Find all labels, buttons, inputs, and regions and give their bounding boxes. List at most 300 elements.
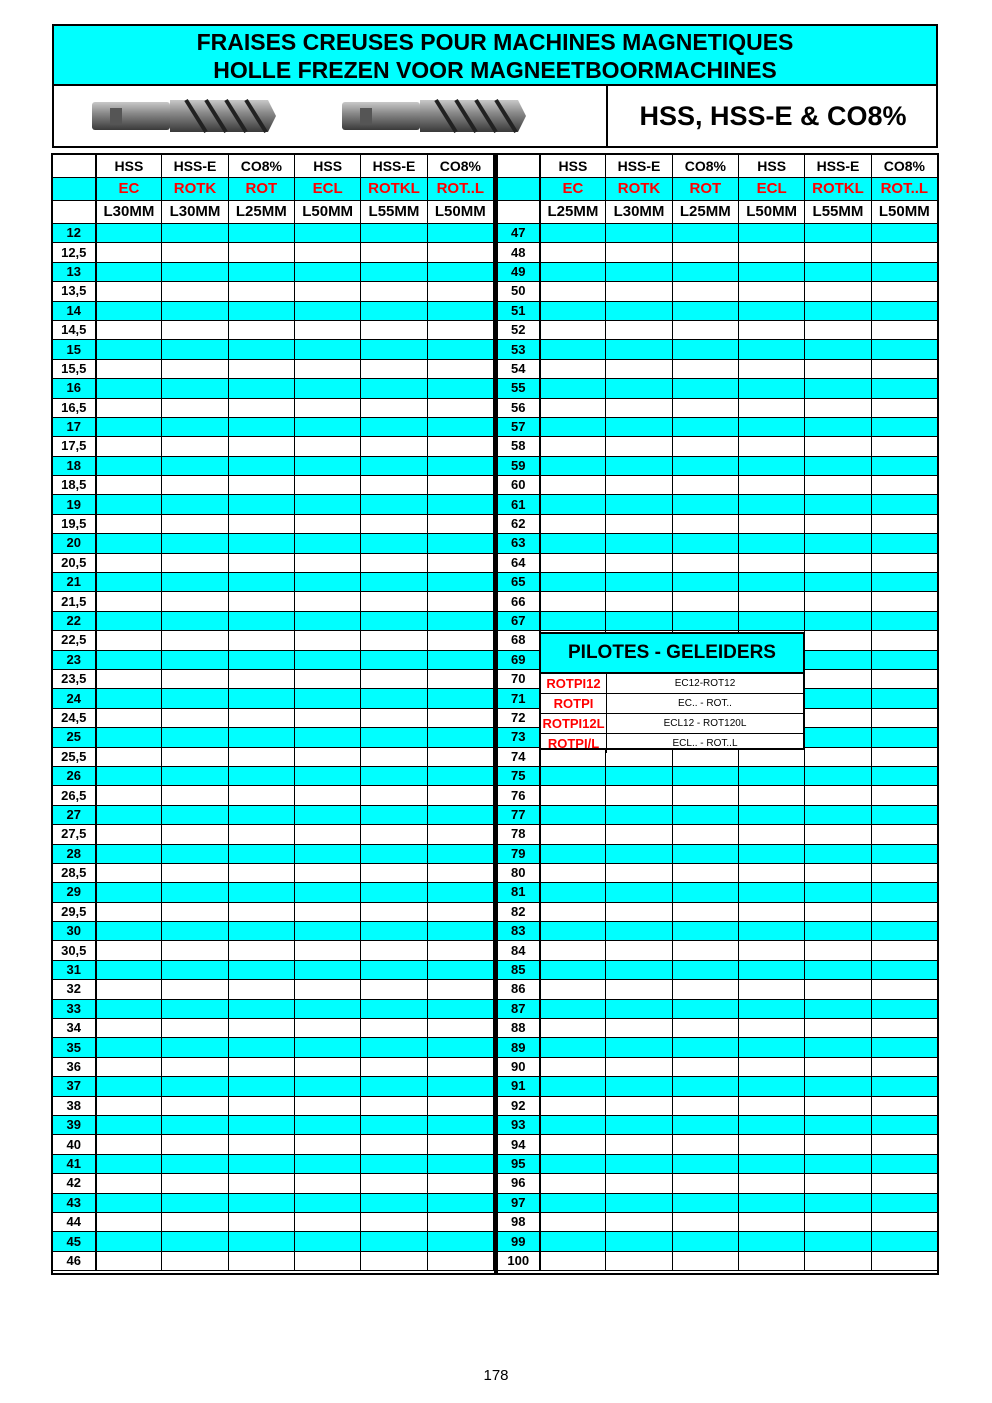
- pilot-code: ROTPI: [541, 694, 607, 713]
- empty-cell: [228, 437, 294, 456]
- size-row: [53, 456, 494, 475]
- empty-cell: [361, 805, 427, 824]
- empty-cell: [672, 1057, 738, 1076]
- empty-cell: [361, 282, 427, 301]
- empty-cell: [427, 262, 493, 281]
- empty-cell: [427, 224, 493, 243]
- empty-cell: [672, 883, 738, 902]
- size-row: [53, 1115, 494, 1134]
- size-cell: 67: [498, 611, 540, 630]
- empty-cell: [805, 1057, 871, 1076]
- empty-cell: [294, 669, 360, 688]
- empty-cell: [606, 534, 672, 553]
- empty-cell: [96, 1232, 162, 1251]
- size-row: [53, 495, 494, 514]
- empty-cell: [805, 553, 871, 572]
- size-row: [53, 320, 494, 339]
- empty-cell: [672, 243, 738, 262]
- article-code-header: EC: [540, 178, 606, 201]
- size-row: [53, 825, 494, 844]
- empty-cell: [672, 476, 738, 495]
- header-corner-cell: [53, 155, 96, 178]
- size-cell: 30: [53, 922, 96, 941]
- empty-cell: [96, 689, 162, 708]
- size-row: [498, 320, 938, 339]
- size-cell: 35: [53, 1038, 96, 1057]
- size-cell: 64: [498, 553, 540, 572]
- empty-cell: [294, 320, 360, 339]
- empty-cell: [672, 534, 738, 553]
- empty-cell: [672, 495, 738, 514]
- empty-cell: [805, 1232, 871, 1251]
- empty-cell: [294, 980, 360, 999]
- empty-cell: [427, 708, 493, 727]
- empty-cell: [96, 1251, 162, 1270]
- size-row: [498, 398, 938, 417]
- empty-cell: [162, 689, 228, 708]
- size-cell: 22: [53, 611, 96, 630]
- pilots-box: [539, 632, 805, 750]
- empty-cell: [361, 1212, 427, 1231]
- empty-cell: [805, 514, 871, 533]
- empty-cell: [427, 902, 493, 921]
- empty-cell: [294, 476, 360, 495]
- empty-cell: [672, 1096, 738, 1115]
- empty-cell: [871, 224, 937, 243]
- size-row: [53, 999, 494, 1018]
- size-cell: 42: [53, 1174, 96, 1193]
- title-line-nl: HOLLE FREZEN VOOR MAGNEETBOORMACHINES: [213, 57, 777, 83]
- empty-cell: [361, 669, 427, 688]
- empty-cell: [871, 1193, 937, 1212]
- empty-cell: [738, 320, 804, 339]
- article-code-header: ROT..L: [871, 178, 937, 201]
- empty-cell: [738, 340, 804, 359]
- empty-cell: [805, 844, 871, 863]
- empty-cell: [294, 243, 360, 262]
- size-cell: 24,5: [53, 708, 96, 727]
- empty-cell: [228, 1232, 294, 1251]
- empty-cell: [294, 1057, 360, 1076]
- empty-cell: [96, 902, 162, 921]
- empty-cell: [228, 611, 294, 630]
- empty-cell: [540, 592, 606, 611]
- empty-cell: [294, 1251, 360, 1270]
- size-row: [53, 1174, 494, 1193]
- empty-cell: [606, 1115, 672, 1134]
- empty-cell: [427, 766, 493, 785]
- empty-cell: [361, 456, 427, 475]
- empty-cell: [738, 398, 804, 417]
- size-row: [498, 1057, 938, 1076]
- size-row: [53, 844, 494, 863]
- empty-cell: [228, 922, 294, 941]
- pilot-desc: ECL.. - ROT..L: [672, 738, 738, 749]
- empty-cell: [228, 1174, 294, 1193]
- empty-cell: [294, 1077, 360, 1096]
- size-row: [498, 1115, 938, 1134]
- empty-cell: [228, 825, 294, 844]
- empty-cell: [540, 611, 606, 630]
- empty-cell: [228, 786, 294, 805]
- empty-cell: [361, 689, 427, 708]
- empty-cell: [805, 224, 871, 243]
- empty-cell: [361, 1038, 427, 1057]
- material-header: HSS: [540, 155, 606, 178]
- empty-cell: [361, 262, 427, 281]
- empty-cell: [294, 534, 360, 553]
- size-row: [53, 1154, 494, 1173]
- empty-cell: [540, 437, 606, 456]
- empty-cell: [162, 379, 228, 398]
- size-cell: 37: [53, 1077, 96, 1096]
- empty-cell: [228, 379, 294, 398]
- empty-cell: [427, 786, 493, 805]
- size-row: [498, 1077, 938, 1096]
- empty-cell: [427, 999, 493, 1018]
- empty-cell: [606, 786, 672, 805]
- empty-cell: [871, 747, 937, 766]
- empty-cell: [540, 398, 606, 417]
- empty-cell: [96, 611, 162, 630]
- empty-cell: [294, 708, 360, 727]
- material-header: HSS: [96, 155, 162, 178]
- empty-cell: [672, 1193, 738, 1212]
- empty-cell: [871, 1057, 937, 1076]
- empty-cell: [294, 883, 360, 902]
- empty-cell: [294, 786, 360, 805]
- empty-cell: [738, 941, 804, 960]
- empty-cell: [427, 1174, 493, 1193]
- empty-cell: [540, 786, 606, 805]
- size-cell: 44: [53, 1212, 96, 1231]
- size-row: [498, 1135, 938, 1154]
- size-row: [498, 1212, 938, 1231]
- empty-cell: [427, 243, 493, 262]
- empty-cell: [427, 922, 493, 941]
- empty-cell: [228, 1115, 294, 1134]
- empty-cell: [96, 786, 162, 805]
- empty-cell: [871, 553, 937, 572]
- empty-cell: [871, 1096, 937, 1115]
- product-images: [54, 86, 608, 146]
- empty-cell: [162, 592, 228, 611]
- material-header: CO8%: [871, 155, 937, 178]
- empty-cell: [427, 1212, 493, 1231]
- empty-cell: [162, 805, 228, 824]
- empty-cell: [738, 224, 804, 243]
- size-cell: 62: [498, 514, 540, 533]
- size-cell: 92: [498, 1096, 540, 1115]
- size-cell: 48: [498, 243, 540, 262]
- empty-cell: [427, 398, 493, 417]
- empty-cell: [606, 359, 672, 378]
- size-cell: 55: [498, 379, 540, 398]
- empty-cell: [427, 980, 493, 999]
- empty-cell: [805, 1019, 871, 1038]
- empty-cell: [672, 1019, 738, 1038]
- size-cell: 27,5: [53, 825, 96, 844]
- size-cell: 81: [498, 883, 540, 902]
- size-cell: 57: [498, 417, 540, 436]
- size-row: [498, 514, 938, 533]
- size-cell: 49: [498, 262, 540, 281]
- size-row: [498, 1251, 938, 1270]
- empty-cell: [427, 844, 493, 863]
- empty-cell: [672, 863, 738, 882]
- empty-cell: [162, 747, 228, 766]
- length-header: L30MM: [96, 201, 162, 224]
- size-row: [53, 960, 494, 979]
- empty-cell: [738, 902, 804, 921]
- empty-cell: [228, 495, 294, 514]
- empty-cell: [294, 747, 360, 766]
- empty-cell: [805, 495, 871, 514]
- size-cell: 32: [53, 980, 96, 999]
- empty-cell: [672, 514, 738, 533]
- empty-cell: [672, 611, 738, 630]
- empty-cell: [427, 1057, 493, 1076]
- size-cell: 16: [53, 379, 96, 398]
- empty-cell: [228, 320, 294, 339]
- page-number: 178: [483, 1367, 509, 1384]
- size-cell: 78: [498, 825, 540, 844]
- empty-cell: [871, 689, 937, 708]
- pilots-title: PILOTES - GELEIDERS: [541, 634, 803, 674]
- empty-cell: [805, 708, 871, 727]
- empty-cell: [672, 805, 738, 824]
- empty-cell: [96, 417, 162, 436]
- empty-cell: [162, 1193, 228, 1212]
- size-cell: 88: [498, 1019, 540, 1038]
- empty-cell: [805, 941, 871, 960]
- empty-cell: [294, 844, 360, 863]
- size-cell: 21: [53, 573, 96, 592]
- empty-cell: [294, 301, 360, 320]
- pilot-desc: ECL12 - ROT120L: [663, 718, 747, 729]
- empty-cell: [361, 379, 427, 398]
- size-cell: 26,5: [53, 786, 96, 805]
- empty-cell: [606, 553, 672, 572]
- size-row: [53, 689, 494, 708]
- length-header: L55MM: [805, 201, 871, 224]
- size-cell: 79: [498, 844, 540, 863]
- size-row: [53, 1057, 494, 1076]
- empty-cell: [738, 282, 804, 301]
- empty-cell: [606, 224, 672, 243]
- empty-cell: [805, 282, 871, 301]
- size-row: [498, 495, 938, 514]
- empty-cell: [96, 282, 162, 301]
- empty-cell: [540, 883, 606, 902]
- empty-cell: [162, 1115, 228, 1134]
- title-line-fr: FRAISES CREUSES POUR MACHINES MAGNETIQUES: [196, 29, 794, 55]
- size-row: [498, 1019, 938, 1038]
- empty-cell: [672, 553, 738, 572]
- size-cell: 14: [53, 301, 96, 320]
- empty-cell: [427, 941, 493, 960]
- empty-cell: [361, 359, 427, 378]
- empty-cell: [96, 728, 162, 747]
- empty-cell: [294, 941, 360, 960]
- empty-cell: [871, 592, 937, 611]
- empty-cell: [540, 456, 606, 475]
- empty-cell: [96, 863, 162, 882]
- empty-cell: [294, 631, 360, 650]
- size-cell: 26: [53, 766, 96, 785]
- size-row: [53, 573, 494, 592]
- empty-cell: [427, 417, 493, 436]
- empty-cell: [361, 301, 427, 320]
- empty-cell: [427, 1115, 493, 1134]
- size-cell: 87: [498, 999, 540, 1018]
- empty-cell: [294, 340, 360, 359]
- empty-cell: [805, 1077, 871, 1096]
- size-cell: 63: [498, 534, 540, 553]
- empty-cell: [540, 1251, 606, 1270]
- empty-cell: [805, 611, 871, 630]
- empty-cell: [672, 1154, 738, 1173]
- empty-cell: [672, 1077, 738, 1096]
- empty-cell: [162, 456, 228, 475]
- empty-cell: [540, 262, 606, 281]
- size-row: [498, 825, 938, 844]
- empty-cell: [228, 960, 294, 979]
- empty-cell: [606, 320, 672, 339]
- size-cell: 52: [498, 320, 540, 339]
- size-cell: 12,5: [53, 243, 96, 262]
- empty-cell: [228, 902, 294, 921]
- empty-cell: [361, 611, 427, 630]
- empty-cell: [540, 863, 606, 882]
- size-row: [53, 980, 494, 999]
- empty-cell: [361, 728, 427, 747]
- empty-cell: [871, 1038, 937, 1057]
- size-row: [53, 301, 494, 320]
- empty-cell: [361, 476, 427, 495]
- empty-cell: [871, 922, 937, 941]
- empty-cell: [96, 398, 162, 417]
- article-code-header: ROTK: [162, 178, 228, 201]
- size-row: [53, 224, 494, 243]
- empty-cell: [672, 766, 738, 785]
- size-row: [53, 359, 494, 378]
- empty-cell: [96, 262, 162, 281]
- empty-cell: [427, 825, 493, 844]
- size-cell: 33: [53, 999, 96, 1018]
- empty-cell: [96, 224, 162, 243]
- size-row: [498, 883, 938, 902]
- empty-cell: [361, 514, 427, 533]
- size-row: [53, 669, 494, 688]
- empty-cell: [672, 902, 738, 921]
- size-cell: 82: [498, 902, 540, 921]
- empty-cell: [672, 301, 738, 320]
- empty-cell: [162, 708, 228, 727]
- pilot-row: [541, 714, 803, 734]
- empty-cell: [294, 766, 360, 785]
- size-cell: 31: [53, 960, 96, 979]
- article-code-header: ECL: [738, 178, 804, 201]
- empty-cell: [162, 320, 228, 339]
- empty-cell: [805, 1115, 871, 1134]
- article-code-header-row: [53, 178, 494, 201]
- empty-cell: [96, 669, 162, 688]
- empty-cell: [805, 592, 871, 611]
- empty-cell: [805, 728, 871, 747]
- empty-cell: [228, 224, 294, 243]
- size-row: [53, 1077, 494, 1096]
- size-row: [498, 417, 938, 436]
- pilot-row: [541, 694, 803, 714]
- empty-cell: [96, 495, 162, 514]
- empty-cell: [805, 379, 871, 398]
- empty-cell: [361, 941, 427, 960]
- empty-cell: [805, 999, 871, 1018]
- empty-cell: [738, 960, 804, 979]
- size-row: [498, 1038, 938, 1057]
- empty-cell: [805, 902, 871, 921]
- empty-cell: [96, 805, 162, 824]
- empty-cell: [427, 1154, 493, 1173]
- size-cell: 39: [53, 1115, 96, 1134]
- size-cell: 91: [498, 1077, 540, 1096]
- size-cell: 16,5: [53, 398, 96, 417]
- size-row: [53, 631, 494, 650]
- empty-cell: [294, 359, 360, 378]
- pilot-row: [541, 734, 803, 753]
- empty-cell: [228, 476, 294, 495]
- empty-cell: [162, 825, 228, 844]
- size-row: [498, 980, 938, 999]
- size-row: [53, 766, 494, 785]
- empty-cell: [228, 1135, 294, 1154]
- empty-cell: [228, 650, 294, 669]
- size-cell: 13,5: [53, 282, 96, 301]
- empty-cell: [738, 1057, 804, 1076]
- empty-cell: [606, 301, 672, 320]
- empty-cell: [672, 941, 738, 960]
- empty-cell: [672, 398, 738, 417]
- empty-cell: [606, 922, 672, 941]
- empty-cell: [96, 650, 162, 669]
- empty-cell: [871, 941, 937, 960]
- empty-cell: [805, 922, 871, 941]
- empty-cell: [228, 728, 294, 747]
- empty-cell: [361, 1154, 427, 1173]
- empty-cell: [228, 941, 294, 960]
- empty-cell: [162, 1232, 228, 1251]
- empty-cell: [96, 844, 162, 863]
- size-cell: 46: [53, 1251, 96, 1270]
- empty-cell: [672, 980, 738, 999]
- empty-cell: [228, 1251, 294, 1270]
- empty-cell: [427, 1232, 493, 1251]
- empty-cell: [96, 437, 162, 456]
- size-row: [498, 941, 938, 960]
- material-header: HSS-E: [805, 155, 871, 178]
- empty-cell: [162, 786, 228, 805]
- empty-cell: [96, 1154, 162, 1173]
- size-cell: 66: [498, 592, 540, 611]
- empty-cell: [606, 1251, 672, 1270]
- size-cell: 23: [53, 650, 96, 669]
- empty-cell: [162, 650, 228, 669]
- empty-cell: [738, 1077, 804, 1096]
- empty-cell: [540, 766, 606, 785]
- size-row: [53, 1193, 494, 1212]
- length-header: L50MM: [427, 201, 493, 224]
